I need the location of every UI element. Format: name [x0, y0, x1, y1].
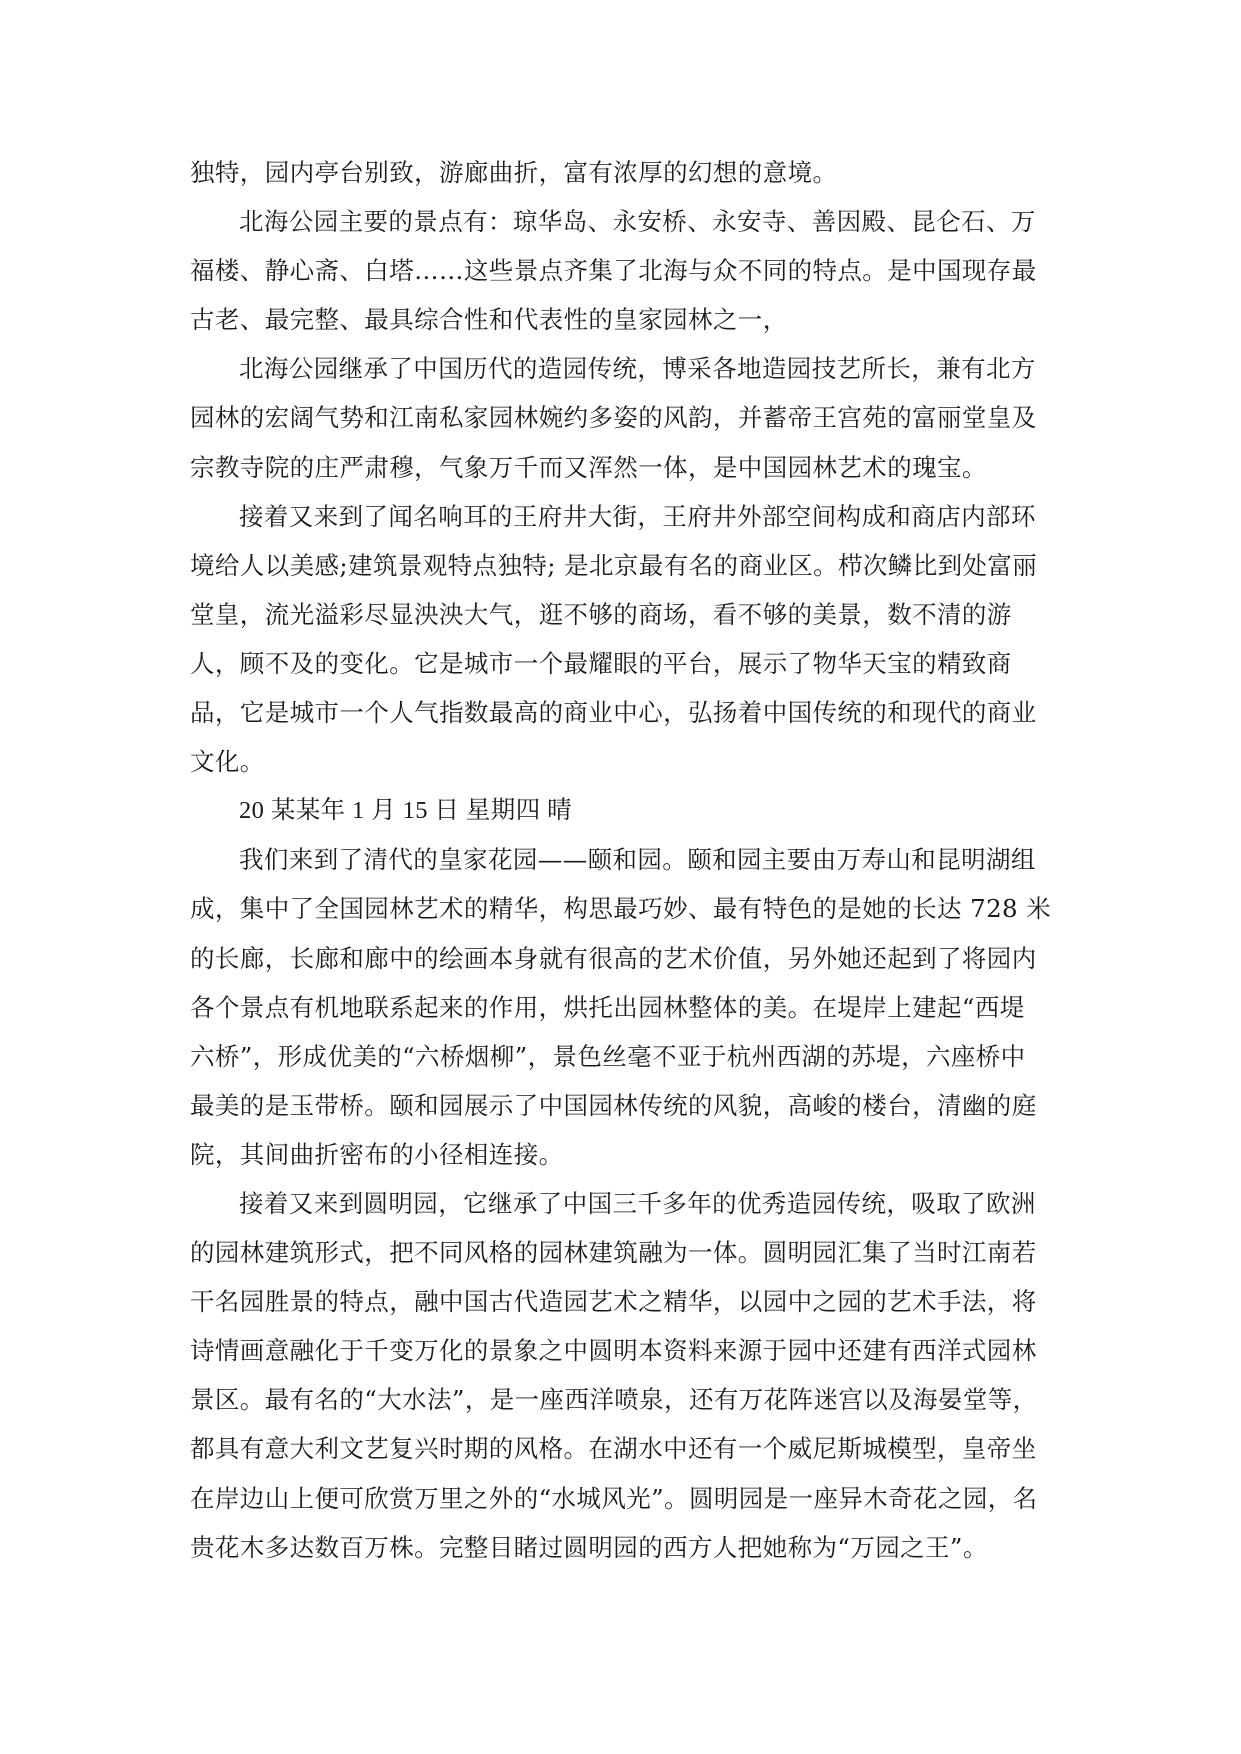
- text-line: 堂皇，流光溢彩尽显泱泱大气，逛不够的商场，看不够的美景，数不清的游: [190, 599, 1012, 629]
- text-line: 贵花木多达数百万株。完整目睹过圆明园的西方人把她称为“万园之王”。: [190, 1532, 988, 1562]
- text-line: 在岸边山上便可欣赏万里之外的“水城风光”。圆明园是一座异木奇花之园，名: [190, 1483, 1038, 1513]
- text-line: 成，集中了全国园林艺术的精华，构思最巧妙、最有特色的是她的长达 728 米: [190, 894, 1052, 924]
- date-heading: [190, 786, 1050, 835]
- text-line: 的长廊，长廊和廊中的绘画本身就有很高的艺术价值，另外她还起到了将园内: [190, 943, 1037, 973]
- text-line: 院，其间曲折密布的小径相连接。: [190, 1139, 564, 1169]
- document-body: [190, 148, 1050, 1572]
- text-line: 福楼、静心斋、白塔……这些景点齐集了北海与众不同的特点。是中国现存最: [190, 256, 1037, 286]
- text-line: 的园林建筑形式，把不同风格的园林建筑融为一体。圆明园汇集了当时江南若: [190, 1238, 1037, 1268]
- text-line: 北海公园主要的景点有：琼华岛、永安桥、永安寺、善因殿、昆仑石、万: [239, 207, 1036, 237]
- text-line: 20 某某年 1 月 15 日 星期四 晴: [239, 797, 573, 825]
- text-line: 我们来到了清代的皇家花园——颐和园。颐和园主要由万寿山和昆明湖组: [239, 845, 1036, 875]
- paragraph: [190, 197, 1050, 344]
- paragraph: [190, 835, 1050, 1179]
- text-line: 独特，园内亭台别致，游廊曲折，富有浓厚的幻想的意境。: [190, 158, 838, 187]
- paragraph: [190, 1179, 1050, 1572]
- text-line: 各个景点有机地联系起来的作用，烘托出园林整体的美。在堤岸上建起“西堤: [190, 992, 1025, 1022]
- text-line: 接着又来到了闻名响耳的王府井大街，王府井外部空间构成和商店内部环: [239, 501, 1036, 531]
- text-line: 北海公园继承了中国历代的造园传统，博采各地造园技艺所长，兼有北方: [239, 354, 1036, 384]
- text-line: 都具有意大利文艺复兴时期的风格。在湖水中还有一个威尼斯城模型，皇帝坐: [190, 1434, 1037, 1464]
- paragraph: [190, 148, 1050, 197]
- paragraph: [190, 492, 1050, 787]
- text-line: 人，顾不及的变化。它是城市一个最耀眼的平台，展示了物华天宝的精致商: [190, 648, 1012, 678]
- paragraph: [190, 344, 1050, 491]
- text-line: 最美的是玉带桥。颐和园展示了中国园林传统的风貌，高峻的楼台，清幽的庭: [190, 1090, 1037, 1120]
- text-line: 境给人以美感;建筑景观特点独特; 是北京最有名的商业区。栉次鳞比到处富丽: [190, 550, 1038, 580]
- text-line: 品，它是城市一个人气指数最高的商业中心，弘扬着中国传统的和现代的商业: [190, 698, 1037, 728]
- text-line: 接着又来到圆明园，它继承了中国三千多年的优秀造园传统，吸取了欧洲: [239, 1188, 1036, 1218]
- text-line: 文化。: [190, 747, 265, 777]
- text-line: 古老、最完整、最具综合性和代表性的皇家园林之一，: [190, 305, 788, 335]
- text-line: 宗教寺院的庄严肃穆，气象万千而又浑然一体，是中国园林艺术的瑰宝。: [190, 452, 987, 482]
- text-line: 诗情画意融化于千变万化的景象之中圆明本资料来源于园中还建有西洋式园林: [190, 1336, 1037, 1366]
- text-line: 景区。最有名的“大水法”，是一座西洋喷泉，还有万花阵迷宫以及海晏堂等，: [190, 1385, 1038, 1415]
- text-line: 六桥”，形成优美的“六桥烟柳”，景色丝毫不亚于杭州西湖的苏堤，六座桥中: [190, 1041, 1026, 1071]
- text-line: 园林的宏阔气势和江南私家园林婉约多姿的风韵，并蓄帝王宫苑的富丽堂皇及: [190, 403, 1037, 433]
- text-line: 干名园胜景的特点，融中国古代造园艺术之精华，以园中之园的艺术手法，将: [190, 1287, 1037, 1317]
